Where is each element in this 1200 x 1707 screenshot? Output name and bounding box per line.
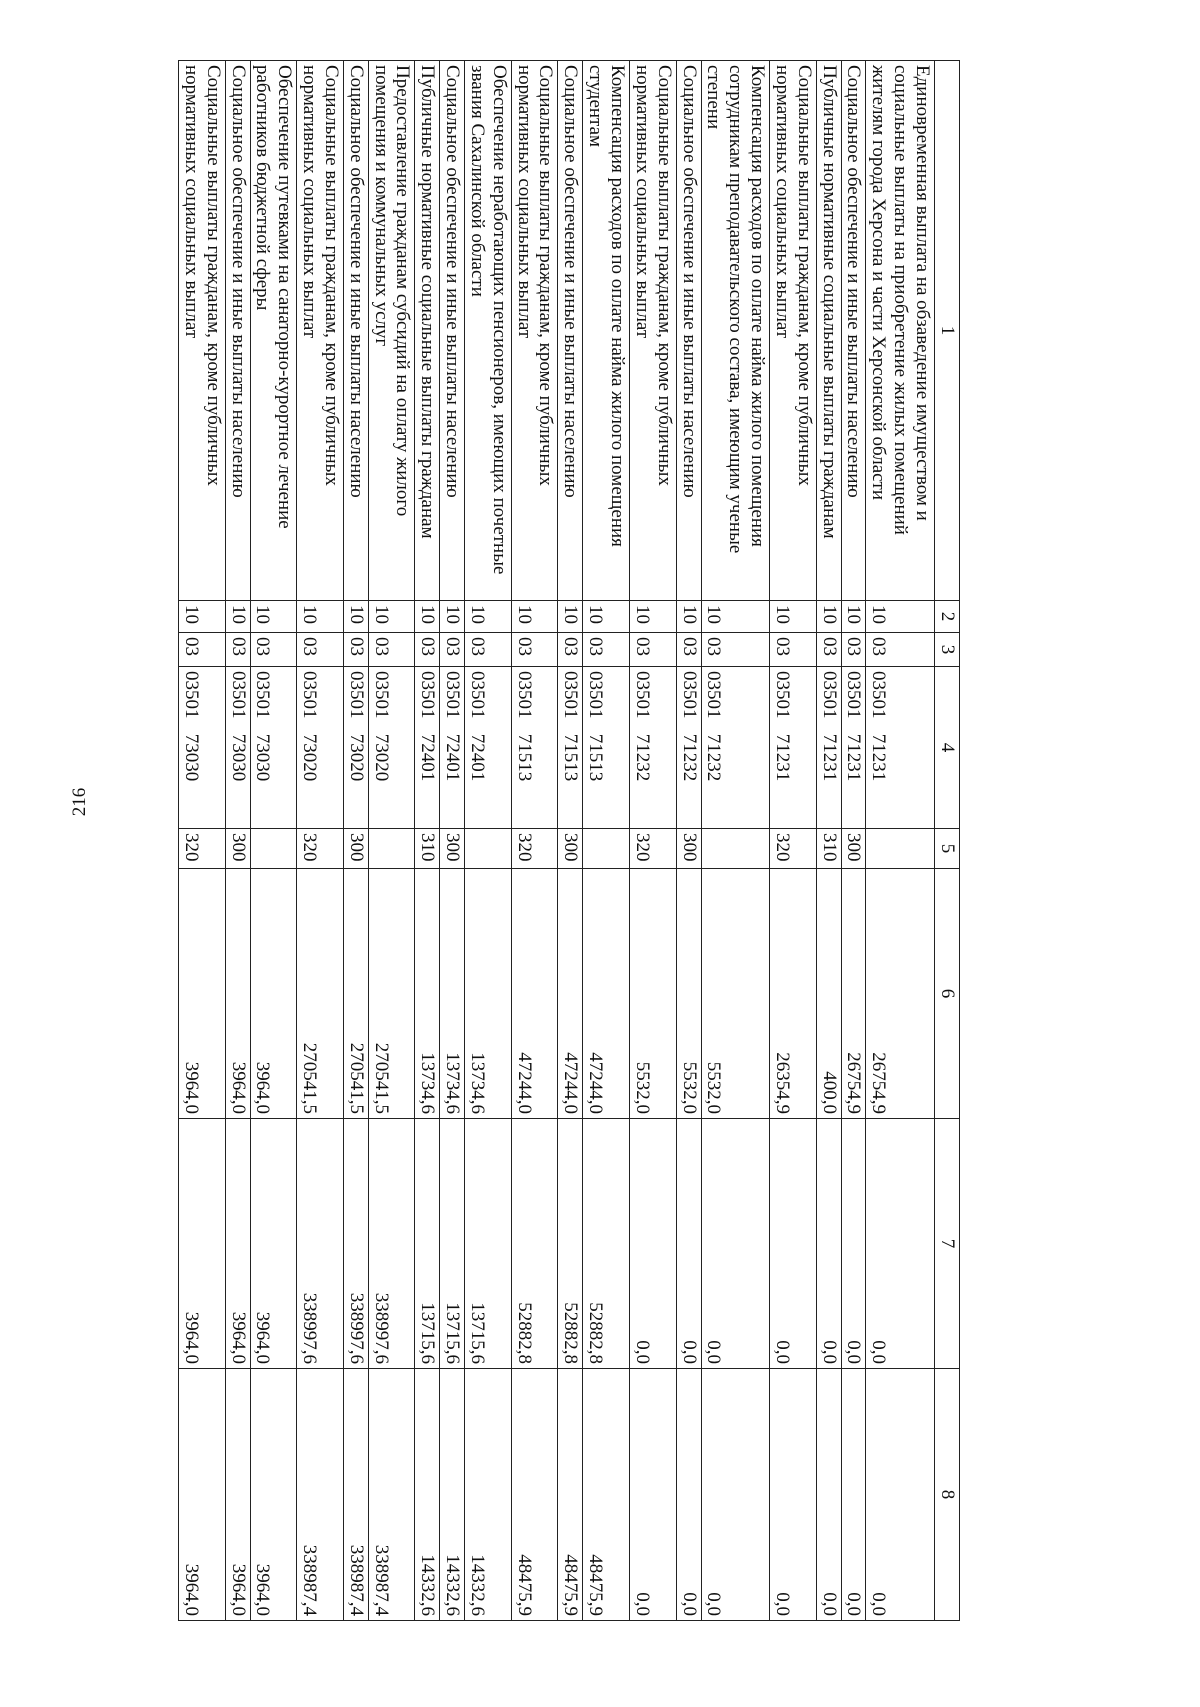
amount-col-7: 3964,0: [225, 1119, 250, 1369]
section-code: 10: [701, 601, 770, 633]
direction-code: 71513: [585, 733, 607, 782]
expense-type-code: 300: [225, 829, 250, 869]
header-cell-8: 8: [935, 1369, 960, 1621]
direction-code: 71513: [560, 733, 582, 782]
expense-type-code: 320: [770, 829, 817, 869]
section-code: 10: [343, 601, 368, 633]
expense-type-code: 310: [816, 829, 841, 869]
target-article-code: [816, 667, 841, 829]
row-name: Социальное обеспечение и иные выплаты населению: [676, 61, 701, 601]
row-name: Единовременная выплата на обзаведение имуществом и социальные выплаты на приобретение жилых помещений жителям города Херсона и части Херсонской области: [866, 61, 935, 601]
program-code: 03501: [466, 671, 488, 719]
amount-col-6: 400,0: [816, 869, 841, 1119]
target-article-code: [440, 667, 465, 829]
subsection-code: 03: [841, 633, 866, 667]
row-name: Социальное обеспечение и иные выплаты населению: [225, 61, 250, 601]
target-article-code: [866, 667, 935, 829]
program-code: 03501: [631, 671, 653, 719]
table-row: [558, 61, 583, 1621]
amount-col-8: 3964,0: [179, 1369, 226, 1621]
table-row: [701, 61, 770, 1621]
amount-col-8: 0,0: [676, 1369, 701, 1621]
table-row: [297, 61, 344, 1621]
amount-col-6: 270541,5: [343, 869, 368, 1119]
amount-col-6: 3964,0: [250, 869, 297, 1119]
amount-col-8: 0,0: [701, 1369, 770, 1621]
header-cell-7: 7: [935, 1119, 960, 1369]
direction-code: 73020: [299, 733, 321, 782]
program-code: 03501: [818, 671, 840, 719]
target-article-code: [770, 667, 817, 829]
subsection-code: 03: [250, 633, 297, 667]
amount-col-6: 5532,0: [701, 869, 770, 1119]
amount-col-6: 13734,6: [415, 869, 440, 1119]
subsection-code: 03: [343, 633, 368, 667]
expense-type-code: 300: [440, 829, 465, 869]
expense-type-code: [465, 829, 512, 869]
direction-code: 71232: [703, 733, 725, 782]
amount-col-7: 0,0: [841, 1119, 866, 1369]
amount-col-7: 0,0: [866, 1119, 935, 1369]
amount-col-6: 47244,0: [583, 869, 630, 1119]
table-row: [770, 61, 817, 1621]
program-code: 03501: [771, 671, 793, 719]
subsection-code: 03: [583, 633, 630, 667]
program-code: 03501: [345, 671, 367, 719]
amount-col-8: 0,0: [816, 1369, 841, 1621]
direction-code: 71232: [678, 733, 700, 782]
section-code: 10: [225, 601, 250, 633]
program-code: 03501: [417, 671, 439, 719]
amount-col-7: 0,0: [676, 1119, 701, 1369]
section-code: 10: [816, 601, 841, 633]
amount-col-7: 0,0: [630, 1119, 677, 1369]
amount-col-8: 14332,6: [440, 1369, 465, 1621]
expense-type-code: 320: [297, 829, 344, 869]
expense-type-code: [583, 829, 630, 869]
subsection-code: 03: [630, 633, 677, 667]
target-article-code: [465, 667, 512, 829]
table-row: [465, 61, 512, 1621]
subsection-code: 03: [465, 633, 512, 667]
target-article-code: [179, 667, 226, 829]
amount-col-6: 270541,5: [368, 869, 415, 1119]
row-name: Социальные выплаты гражданам, кроме публичных нормативных социальных выплат: [630, 61, 677, 601]
row-name: Социальные выплаты гражданам, кроме публичных нормативных социальных выплат: [770, 61, 817, 601]
target-article-code: [676, 667, 701, 829]
expense-type-code: [701, 829, 770, 869]
amount-col-6: 26754,9: [866, 869, 935, 1119]
table-row: [415, 61, 440, 1621]
table-row: [511, 61, 558, 1621]
direction-code: 72401: [442, 733, 464, 782]
section-code: 10: [558, 601, 583, 633]
expense-type-code: [250, 829, 297, 869]
program-code: 03501: [560, 671, 582, 719]
subsection-code: 03: [297, 633, 344, 667]
program-code: 03501: [585, 671, 607, 719]
header-cell-1: 1: [935, 61, 960, 601]
amount-col-6: 5532,0: [676, 869, 701, 1119]
direction-code: 73030: [227, 733, 249, 782]
amount-col-8: 48475,9: [558, 1369, 583, 1621]
amount-col-8: 0,0: [630, 1369, 677, 1621]
section-code: 10: [250, 601, 297, 633]
amount-col-7: 52882,8: [583, 1119, 630, 1369]
table-row: [676, 61, 701, 1621]
target-article-code: [343, 667, 368, 829]
target-article-code: [368, 667, 415, 829]
target-article-code: [225, 667, 250, 829]
table-row: [816, 61, 841, 1621]
direction-code: 73030: [252, 733, 274, 782]
direction-code: 71513: [513, 733, 535, 782]
direction-code: 73030: [180, 733, 202, 782]
subsection-code: 03: [415, 633, 440, 667]
direction-code: 71231: [868, 733, 890, 782]
row-name: Публичные нормативные социальные выплаты гражданам: [415, 61, 440, 601]
amount-col-6: 5532,0: [630, 869, 677, 1119]
program-code: 03501: [442, 671, 464, 719]
amount-col-7: 3964,0: [179, 1119, 226, 1369]
amount-col-7: 13715,6: [465, 1119, 512, 1369]
program-code: 03501: [252, 671, 274, 719]
amount-col-8: 48475,9: [583, 1369, 630, 1621]
page-number: 216: [69, 787, 90, 817]
program-code: 03501: [299, 671, 321, 719]
section-code: 10: [297, 601, 344, 633]
target-article-code: [415, 667, 440, 829]
amount-col-8: 14332,6: [415, 1369, 440, 1621]
header-row: [935, 61, 960, 1621]
target-article-code: [558, 667, 583, 829]
program-code: 03501: [678, 671, 700, 719]
table-row: [179, 61, 226, 1621]
target-article-code: [583, 667, 630, 829]
direction-code: 71232: [631, 733, 653, 782]
section-code: 10: [440, 601, 465, 633]
section-code: 10: [770, 601, 817, 633]
subsection-code: 03: [225, 633, 250, 667]
section-code: 10: [583, 601, 630, 633]
direction-code: 73020: [370, 733, 392, 782]
subsection-code: 03: [770, 633, 817, 667]
amount-col-8: 338987,4: [343, 1369, 368, 1621]
subsection-code: 03: [866, 633, 935, 667]
target-article-code: [511, 667, 558, 829]
subsection-code: 03: [179, 633, 226, 667]
amount-col-8: 3964,0: [250, 1369, 297, 1621]
expense-type-code: [866, 829, 935, 869]
amount-col-8: 0,0: [866, 1369, 935, 1621]
section-code: 10: [415, 601, 440, 633]
amount-col-8: 0,0: [841, 1369, 866, 1621]
amount-col-8: 3964,0: [225, 1369, 250, 1621]
direction-code: 73020: [345, 733, 367, 782]
amount-col-7: 0,0: [701, 1119, 770, 1369]
target-article-code: [841, 667, 866, 829]
section-code: 10: [841, 601, 866, 633]
expense-type-code: 300: [841, 829, 866, 869]
amount-col-7: 52882,8: [558, 1119, 583, 1369]
subsection-code: 03: [816, 633, 841, 667]
amount-col-7: 3964,0: [250, 1119, 297, 1369]
amount-col-7: 338997,6: [343, 1119, 368, 1369]
expense-type-code: 320: [179, 829, 226, 869]
amount-col-6: 47244,0: [558, 869, 583, 1119]
direction-code: 72401: [466, 733, 488, 782]
direction-code: 71231: [843, 733, 865, 782]
section-code: 10: [465, 601, 512, 633]
amount-col-7: 52882,8: [511, 1119, 558, 1369]
amount-col-7: 338997,6: [368, 1119, 415, 1369]
row-name: Социальное обеспечение и иные выплаты населению: [558, 61, 583, 601]
amount-col-8: 0,0: [770, 1369, 817, 1621]
program-code: 03501: [370, 671, 392, 719]
expense-type-code: 310: [415, 829, 440, 869]
expense-type-code: 300: [676, 829, 701, 869]
header-cell-5: 5: [935, 829, 960, 869]
direction-code: 72401: [417, 733, 439, 782]
section-code: 10: [630, 601, 677, 633]
row-name: Социальные выплаты гражданам, кроме публичных нормативных социальных выплат: [511, 61, 558, 601]
header-cell-4: 4: [935, 667, 960, 829]
direction-code: 71231: [818, 733, 840, 782]
amount-col-7: 0,0: [770, 1119, 817, 1369]
table-row: [225, 61, 250, 1621]
expense-type-code: [368, 829, 415, 869]
program-code: 03501: [868, 671, 890, 719]
amount-col-6: 26354,9: [770, 869, 817, 1119]
row-name: Обеспечение неработающих пенсионеров, имеющих почетные звания Сахалинской области: [465, 61, 512, 601]
amount-col-6: 13734,6: [440, 869, 465, 1119]
amount-col-7: 338997,6: [297, 1119, 344, 1369]
amount-col-6: 270541,5: [297, 869, 344, 1119]
subsection-code: 03: [676, 633, 701, 667]
table-row: [368, 61, 415, 1621]
section-code: 10: [179, 601, 226, 633]
amount-col-6: 26754,9: [841, 869, 866, 1119]
row-name: Социальное обеспечение и иные выплаты населению: [343, 61, 368, 601]
subsection-code: 03: [558, 633, 583, 667]
target-article-code: [297, 667, 344, 829]
subsection-code: 03: [368, 633, 415, 667]
table-row: [841, 61, 866, 1621]
amount-col-8: 338987,4: [297, 1369, 344, 1621]
amount-col-6: 47244,0: [511, 869, 558, 1119]
amount-col-7: 0,0: [816, 1119, 841, 1369]
row-name: Социальное обеспечение и иные выплаты населению: [440, 61, 465, 601]
table-row: [583, 61, 630, 1621]
row-name: Публичные нормативные социальные выплаты гражданам: [816, 61, 841, 601]
target-article-code: [630, 667, 677, 829]
header-cell-3: 3: [935, 633, 960, 667]
budget-table: [178, 60, 960, 1621]
amount-col-8: 14332,6: [465, 1369, 512, 1621]
row-name: Обеспечение путевками на санаторно-курортное лечение работников бюджетной сферы: [250, 61, 297, 601]
program-code: 03501: [180, 671, 202, 719]
program-code: 03501: [513, 671, 535, 719]
amount-col-6: 3964,0: [179, 869, 226, 1119]
row-name: Предоставление гражданам субсидий на оплату жилого помещения и коммунальных услуг: [368, 61, 415, 601]
section-code: 10: [368, 601, 415, 633]
amount-col-7: 13715,6: [440, 1119, 465, 1369]
expense-type-code: 320: [630, 829, 677, 869]
target-article-code: [250, 667, 297, 829]
header-cell-6: 6: [935, 869, 960, 1119]
program-code: 03501: [227, 671, 249, 719]
rotated-page-content: [160, 60, 960, 1620]
section-code: 10: [511, 601, 558, 633]
subsection-code: 03: [701, 633, 770, 667]
row-name: Социальные выплаты гражданам, кроме публичных нормативных социальных выплат: [297, 61, 344, 601]
row-name: Компенсация расходов по оплате найма жилого помещения сотрудникам преподавательского состава, имеющим ученые степени: [701, 61, 770, 601]
header-cell-2: 2: [935, 601, 960, 633]
section-code: 10: [866, 601, 935, 633]
amount-col-7: 13715,6: [415, 1119, 440, 1369]
expense-type-code: 300: [558, 829, 583, 869]
table-row: [250, 61, 297, 1621]
program-code: 03501: [703, 671, 725, 719]
table-row: [440, 61, 465, 1621]
target-article-code: [701, 667, 770, 829]
amount-col-6: 3964,0: [225, 869, 250, 1119]
amount-col-6: 13734,6: [465, 869, 512, 1119]
row-name: Социальные выплаты гражданам, кроме публичных нормативных социальных выплат: [179, 61, 226, 601]
table-row: [630, 61, 677, 1621]
program-code: 03501: [843, 671, 865, 719]
expense-type-code: 300: [343, 829, 368, 869]
expense-type-code: 320: [511, 829, 558, 869]
subsection-code: 03: [511, 633, 558, 667]
direction-code: 71231: [771, 733, 793, 782]
amount-col-8: 338987,4: [368, 1369, 415, 1621]
row-name: Компенсация расходов по оплате найма жилого помещения студентам: [583, 61, 630, 601]
row-name: Социальное обеспечение и иные выплаты населению: [841, 61, 866, 601]
amount-col-8: 48475,9: [511, 1369, 558, 1621]
section-code: 10: [676, 601, 701, 633]
table-row: [866, 61, 935, 1621]
subsection-code: 03: [440, 633, 465, 667]
table-row: [343, 61, 368, 1621]
